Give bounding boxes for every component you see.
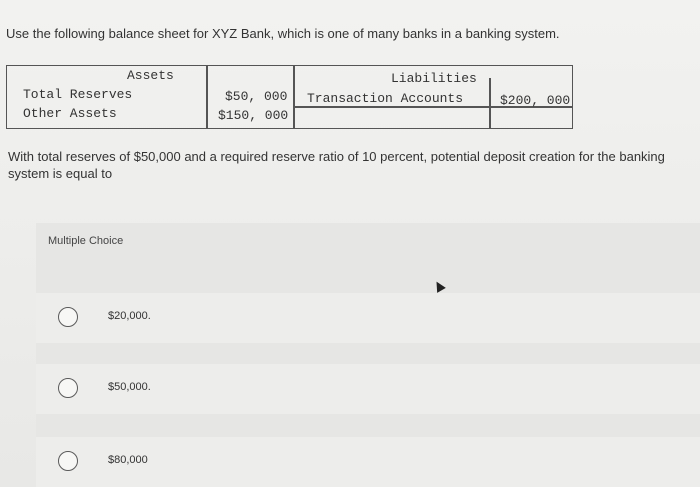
liability-label: Transaction Accounts bbox=[307, 91, 464, 106]
answer-option[interactable] bbox=[36, 293, 700, 343]
liabilities-header: Liabilities bbox=[391, 71, 477, 86]
intro-text: Use the following balance sheet for XYZ Bank, which is one of many banks in a banking system. bbox=[6, 26, 560, 41]
asset-label: Other Assets bbox=[23, 106, 117, 121]
asset-value: $150, 000 bbox=[218, 108, 289, 123]
answer-option-text: $80,000 bbox=[108, 454, 148, 466]
asset-value: $50, 000 bbox=[225, 89, 288, 104]
radio-button[interactable] bbox=[58, 378, 78, 398]
radio-button[interactable] bbox=[58, 451, 78, 471]
table-divider bbox=[206, 66, 208, 128]
table-divider bbox=[489, 78, 491, 128]
multiple-choice-label: Multiple Choice bbox=[48, 235, 124, 247]
asset-label: Total Reserves bbox=[23, 87, 133, 102]
answer-option-text: $50,000. bbox=[108, 381, 151, 393]
table-divider bbox=[293, 66, 295, 128]
assets-header: Assets bbox=[127, 68, 174, 83]
answer-option-text: $20,000. bbox=[108, 310, 151, 322]
question-text: With total reserves of $50,000 and a required reserve ratio of 10 percent, potential deposit creation for the banking system is equal to bbox=[8, 149, 665, 181]
balance-sheet-table bbox=[6, 65, 573, 129]
answer-option[interactable] bbox=[36, 364, 700, 414]
answer-option[interactable] bbox=[36, 437, 700, 487]
multiple-choice-panel bbox=[36, 223, 700, 487]
radio-button[interactable] bbox=[58, 307, 78, 327]
liability-value: $200, 000 bbox=[500, 93, 571, 108]
